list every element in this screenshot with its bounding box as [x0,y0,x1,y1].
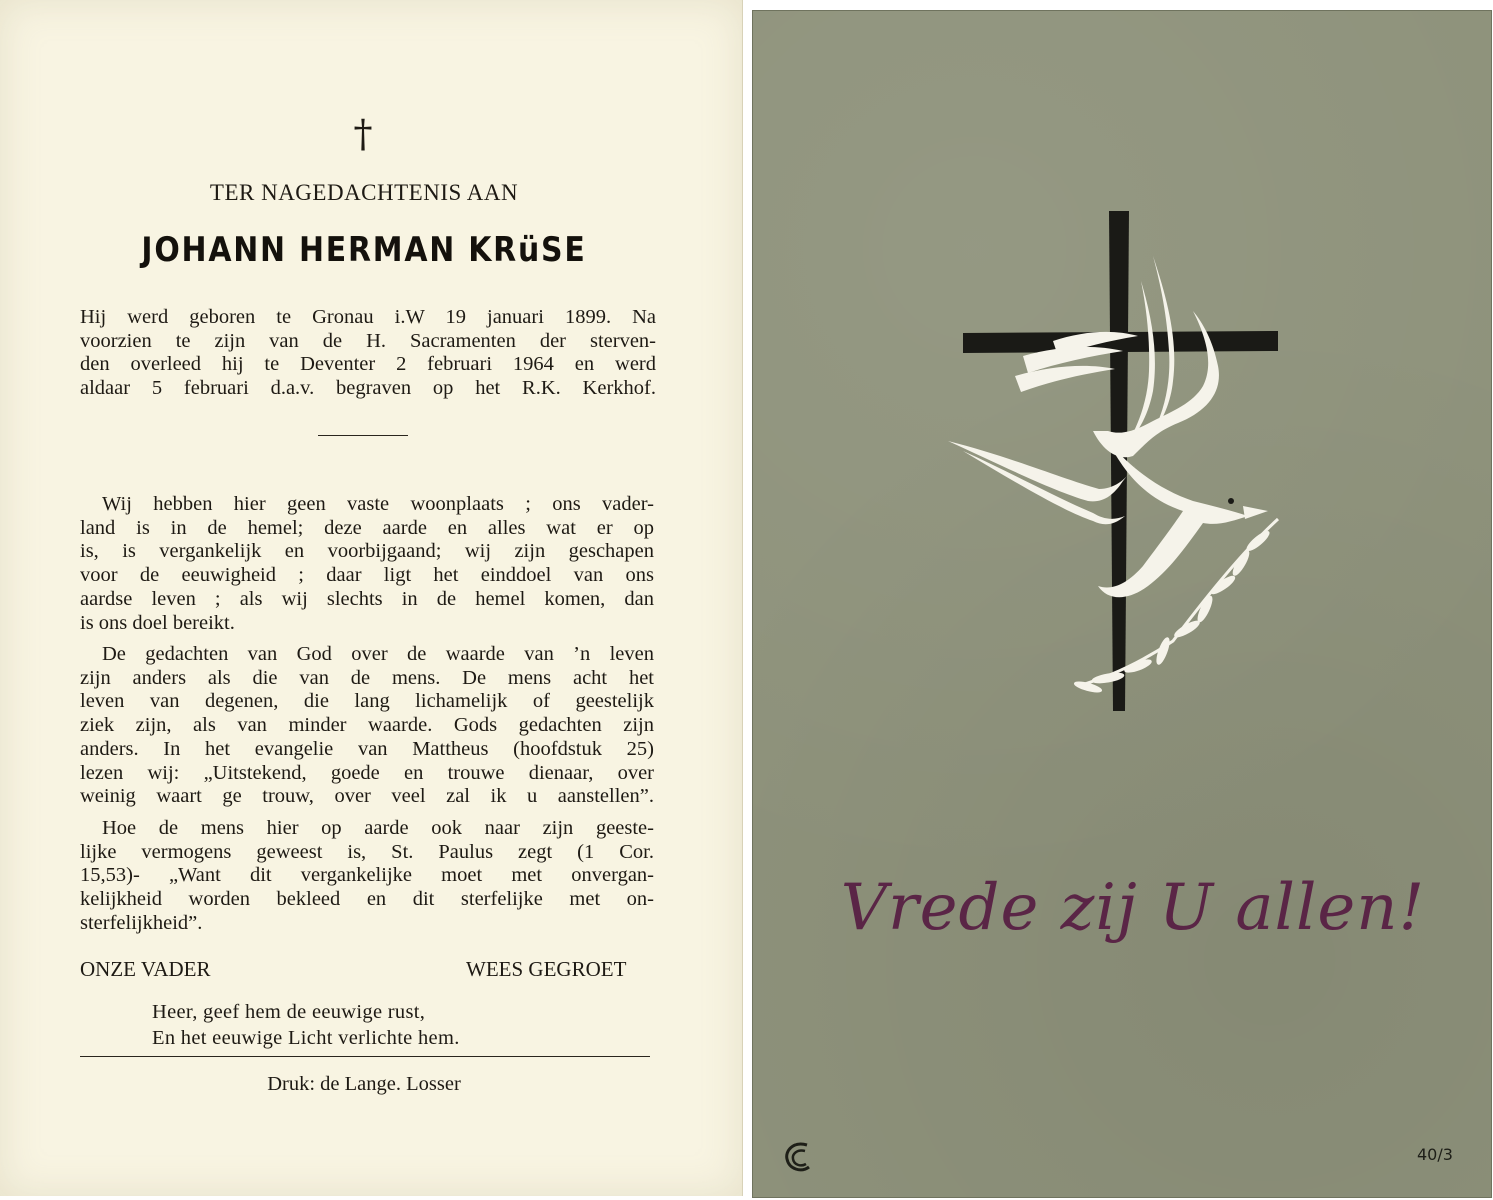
paragraph-line: Hoe de mens hier op aarde ook naar zijn geeste- [102,817,654,839]
publisher-mark-icon [783,1139,813,1175]
printer-credit: Druk: de Lange. Losser [267,1073,461,1095]
paragraph-line: lezen wij: „Uitstekend, goede en trouwe dienaar, over [80,761,654,784]
paragraph-st-paul [80,817,654,936]
blessing [152,999,460,1051]
divider-short [318,435,408,436]
cross-icon: † [353,112,373,156]
paragraph-line: 15,53)- „Want dit vergankelijke moet met onvergan- [80,864,654,887]
bio-line: Hij werd geboren te Gronau i.W 19 januari 1899. Na [80,306,656,328]
bio-line: aldaar 5 februari d.a.v. begraven op het R.K. Kerkhof. [80,376,656,399]
bio-line: voorzien te zijn van de H. Sacramenten der sterven- [80,329,656,352]
paragraph-line: voor de eeuwigheid ; daar ligt het einddoel van ons [80,564,654,587]
paragraph-line: aardse leven ; als wij slechts in de hemel komen, dan [80,587,654,610]
biography [80,306,656,400]
paragraph-line: kelijkheid worden bekleed en dit sterfelijke met on- [80,888,654,911]
paragraph-line: is ons doel bereikt. [80,611,235,634]
motto-peace: Vrede zij U allen! [840,871,1426,945]
memorial-heading: TER NAGEDACHTENIS AAN [209,180,519,205]
paragraph-line: Wij hebben hier geen vaste woonplaats ; ons vader- [102,493,654,515]
cross-and-dove-artwork [753,11,1491,811]
prayer-hail-mary: WEES GEGROET [466,957,627,981]
blessing-line: Heer, geef hem de eeuwige rust, [152,1001,426,1023]
paragraph-line: ziek zijn, als van minder waarde. Gods gedachten zijn [80,714,654,737]
memorial-card-image-side [752,10,1492,1198]
paragraph-line: weinig waart ge trouw, over veel zal ik u aanstellen”. [80,785,654,808]
bio-line: den overleed hij te Deventer 2 februari 1964 en werd [80,353,656,375]
paragraph-eternity [80,493,654,635]
card-number: 40/3 [1417,1145,1453,1164]
divider-long [80,1056,650,1057]
paragraph-line: sterfelijkheid”. [80,911,203,934]
blessing-line: En het eeuwige Licht verlichte hem. [152,1027,460,1049]
paragraph-line: land is in de hemel; deze aarde en alles wat er op [80,516,654,539]
paragraph-line: zijn anders als die van de mens. De mens acht het [80,666,654,689]
paragraph-line: is, is vergankelijk en voorbijgaand; wij zijn geschapen [80,540,654,563]
paragraph-gods-thoughts [80,643,654,809]
memorial-card-text-side [0,0,743,1196]
paragraph-line: anders. In het evangelie van Mattheus (hoofdstuk 25) [80,737,654,760]
paragraph-line: leven van degenen, die lang lichamelijk of geestelijk [80,690,654,713]
dove-icon [948,251,1268,597]
prayer-our-father: ONZE VADER [80,957,211,981]
deceased-name: JOHANN HERMAN KRüSE [141,230,587,270]
paragraph-line: De gedachten van God over de waarde van ’n leven [102,643,654,665]
paragraph-line: lijke vermogens geweest is, St. Paulus zegt (1 Cor. [80,840,654,863]
